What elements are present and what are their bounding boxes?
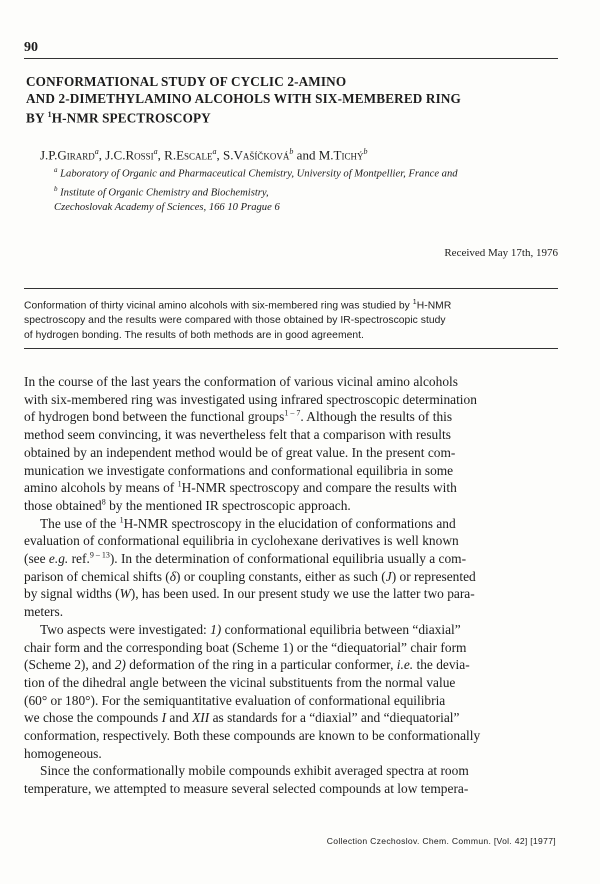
affiliation-b-cont: Czechoslovak Academy of Sciences, 166 10 Prague 6 xyxy=(54,202,280,214)
author-name: J.C.Rossi xyxy=(105,147,154,163)
abstract-bottom-rule xyxy=(24,348,558,349)
author-name: J.P.Girard xyxy=(40,147,95,163)
paragraph-4: Since the conformationally mobile compounds exhibit averaged spectra at room temperature, we attempted to measure several selected compounds at low tempera- xyxy=(24,763,469,797)
article-title xyxy=(26,74,566,127)
received-date: Received May 17th, 1976 xyxy=(444,247,558,259)
affiliations xyxy=(54,163,564,215)
header-rule xyxy=(24,58,558,59)
affiliation-a: $^a$ Laboratory of Organic and Pharmaceutical Chemistry, University of Montpellier, France and xyxy=(54,166,458,180)
author-name: M.Tichý xyxy=(318,147,364,163)
author-name: S.Vašíčková xyxy=(223,147,290,163)
author-name: R.Escale xyxy=(164,147,213,163)
paragraph-1: In the course of the last years the conformation of various vicinal amino alcohols with six-membered ring was investigated using infrared spectroscopic determination of hydrogen bond between the functional groups$^{1 - 7}$. Although the results of this method seem convincing, it was nevertheless felt that a comparison with results obtained by an independent method would be of great value. In the present com- munication we investigate conformations and conformational equilibria in some amino alcohols by means of $^1$H-NMR spectroscopy and compare the results with those obtained$^8$ by the mentioned IR spectroscopic approach. xyxy=(24,374,477,513)
title-line: BY $^1$H-NMR SPECTROSCOPY xyxy=(26,110,211,126)
affiliation-b: $^b$ Institute of Organic Chemistry and Biochemistry, xyxy=(54,184,269,199)
abstract-top-rule xyxy=(24,288,558,289)
page-number: 90 xyxy=(24,40,38,55)
abstract-line: Conformation of thirty vicinal amino alcohols with six-membered ring was studied by $^1$H-NMR xyxy=(24,299,452,312)
paragraph-2: The use of the $^1$H-NMR spectroscopy in the elucidation of conformations and evaluation of conformational equilibria in cyclohexane derivatives is well known (see e.g. ref.$^{9 - 13}$). In the determination of conformational equilibria usually a com- parison of chemical shifts (δ) or coupling constants, either as such (J) or represented by signal widths (W), has been used. In our present study we use the latter two para- meters. xyxy=(24,515,476,620)
title-line: CONFORMATIONAL STUDY OF CYCLIC 2-AMINO xyxy=(26,74,347,89)
journal-footer: Collection Czechoslov. Chem. Commun. [Vol. 42] [1977] xyxy=(326,836,556,846)
body-text xyxy=(24,373,564,798)
abstract-line: of hydrogen bonding. The results of both methods are in good agreement. xyxy=(24,330,364,342)
paragraph-3: Two aspects were investigated: 1) conformational equilibria between “diaxial” chair form and the corresponding boat (Scheme 1) or the “diequatorial” chair form (Scheme 2), and 2) deformation of the ring in a particular conformer, i.e. the devia- tion of the dihedral angle between the vicinal substituents from the normal value (60° or 180°). For the semiquantitative evaluation of conformational equilibria we chose the compounds I and XII as standards for a “diaxial” and “diequatorial” conformation, respectively. Both these compounds are known to be conformationally homogeneous. xyxy=(24,621,481,761)
author-list: J.P.Girard$^a$, J.C.Rossi$^a$, R.Escale$^a$, S.Vašíčková$^b$ and M.Tichý$^b$ xyxy=(40,147,368,163)
abstract-line: spectroscopy and the results were compared with those obtained by IR-spectroscopic study xyxy=(24,315,446,327)
title-line: AND 2-DIMETHYLAMINO ALCOHOLS WITH SIX-MEMBERED RING xyxy=(26,90,461,106)
abstract xyxy=(24,295,560,343)
